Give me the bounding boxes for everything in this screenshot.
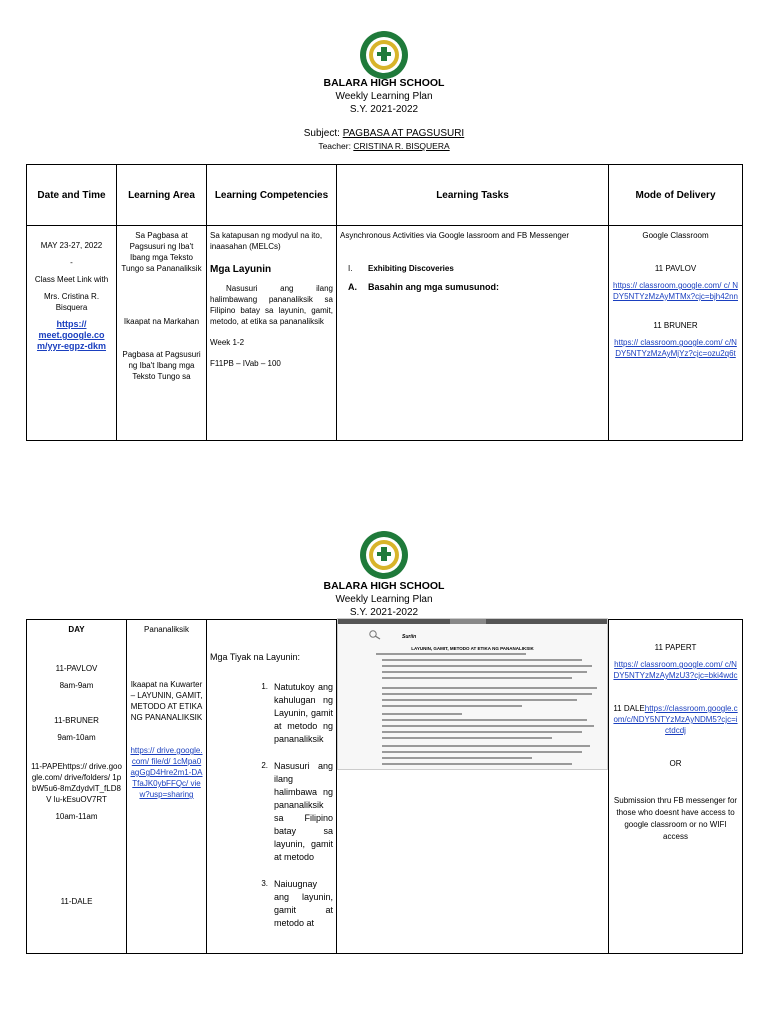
week-label: Week 1-2 [210, 338, 245, 347]
cell-objectives [207, 620, 337, 954]
cell-mode-page2 [609, 620, 743, 954]
header-date-time: Date and Time [27, 165, 117, 226]
objectives-list [210, 681, 333, 930]
scan-text-line [382, 745, 590, 747]
header-mode: Mode of Delivery [609, 165, 743, 226]
scan-text-line [382, 659, 582, 661]
scan-zoom-control[interactable] [450, 619, 486, 624]
competency-code: F11PB – IVab – 100 [210, 359, 281, 368]
cell-mode [609, 226, 743, 441]
teacher-value: CRISTINA R. BISQUERA [353, 141, 450, 151]
teacher-name: Mrs. Cristina R. Bisquera [43, 292, 100, 312]
scan-text-line [382, 677, 572, 679]
objective-text: Nasusuri ang ilang halimbawa ng pananaliksik sa Filipino batay sa layunin, gamit at metodo [274, 761, 333, 862]
date-dash: - [70, 258, 73, 267]
school-year: S.Y. 2021-2022 [349, 104, 419, 115]
task-roman: I. [348, 264, 353, 273]
scan-text-line [382, 763, 572, 765]
or-label: OR [669, 759, 682, 768]
scan-text-line [382, 737, 552, 739]
day-label: DAY [68, 625, 85, 634]
cell-day-schedule [27, 620, 127, 954]
header-tasks: Learning Tasks [337, 165, 609, 226]
sched-pavlov: 11-PAVLOV [55, 664, 98, 673]
plan-title: Weekly Learning Plan [335, 91, 433, 102]
cell-learning-area [117, 226, 207, 441]
scan-text-line [382, 751, 582, 753]
teacher-label: Teacher: [318, 141, 351, 151]
class-meet-text: Class Meet Link with [34, 275, 109, 284]
magnifier-icon [368, 630, 382, 640]
section-dale-label: 11 DALE [613, 704, 645, 713]
header-competencies: Learning Competencies [207, 165, 337, 226]
task-letter: A. [348, 282, 357, 292]
objective-number: 3. [261, 879, 268, 888]
subject-label: Subject: [303, 128, 340, 139]
cell-area-page2 [127, 620, 207, 954]
task-intro: Asynchronous Activities via Google lassroom and FB Messenger [340, 231, 569, 240]
cell-date [27, 226, 117, 441]
submission-note: Submission thru FB messenger for those who doesnt have access to google classroom or no WIFI access [613, 796, 738, 841]
scan-text-line [382, 693, 592, 695]
objective-text: Naiuugnay ang layunin, gamit at metodo at [274, 879, 333, 928]
area-title-repeat: Pagbasa at Pagsusuri ng Iba't Ibang mga Teksto Tungo sa [122, 350, 201, 381]
scan-text-line [382, 719, 587, 721]
plan-title-page2: Weekly Learning Plan [335, 594, 433, 605]
task-letter-text: Basahin ang mga sumusunod: [368, 282, 500, 292]
objective-text: Natutukoy ang kahulugan ng Layunin, gamit at metodo ng pananaliksik [274, 682, 333, 744]
objective-item [210, 878, 333, 930]
classroom-link-dale[interactable]: https://classroom.google.com/c/NDY5NTYzMzAyNDM5?cjc=ictdcdj [613, 704, 738, 735]
objective-item [210, 681, 333, 746]
cell-competencies [207, 226, 337, 441]
task-roman-text: Exhibiting Discoveries [368, 264, 454, 273]
scan-text-line [382, 699, 577, 701]
scan-text-line [382, 725, 594, 727]
scan-text-line [382, 757, 532, 759]
quarter-label: Ikaapat na Markahan [123, 317, 200, 326]
scan-text-line [376, 653, 526, 655]
plan-table-page1 [26, 164, 743, 441]
sched-bruner: 11-BRUNER [54, 716, 99, 725]
section-dale [612, 703, 739, 736]
cell-scanned-task [337, 620, 609, 954]
objectives-title: Mga Tiyak na Layunin: [210, 652, 301, 662]
school-logo-page2 [359, 530, 409, 580]
scan-subtitle: LAYUNIN, GAMIT, METODO AT ETIKA NG PANANALIKSIK [411, 646, 534, 651]
section-bruner: 11 BRUNER [653, 321, 698, 330]
objective-number: 2. [261, 761, 268, 770]
cell-tasks [337, 226, 609, 441]
module-drive-link[interactable]: https:// drive.google.com/ file/d/ 1cMpa0agGgD4Hre2m1-DATfaJK0ybFFQc/ view?usp=sharing [130, 746, 203, 799]
objective-item [210, 760, 333, 864]
area-continued: Pananaliksik [144, 625, 189, 634]
objective-number: 1. [261, 682, 268, 691]
school-name: BALARA HIGH SCHOOL [323, 77, 445, 89]
sched-dale: 11-DALE [60, 897, 93, 906]
quarter-topic: Ikaapat na Kuwarter – LAYUNIN, GAMIT, METODO AT ETIKA NG PANANALIKSIK [130, 680, 203, 722]
subject-line [0, 128, 768, 139]
sched-papert-time: 10am-11am [55, 812, 98, 821]
scan-text-line [382, 713, 462, 715]
task-item-2 [340, 282, 605, 293]
classroom-link-pavlov[interactable]: https:// classroom.google.com/ c/ NDY5NTYzMzAyMTMx?cjc=bjh42nn [612, 281, 738, 301]
scan-text-line [382, 665, 592, 667]
mode-title: Google Classroom [642, 231, 709, 240]
sched-papert: 11-PAPEhttps:// drive.google.com/ drive/folders/ 1pbW5u6-8mZdydvlT_fLD8V lu-kEsuOV7RT [31, 762, 122, 804]
school-logo [359, 30, 409, 80]
section-papert: 11 PAPERT [654, 643, 697, 652]
school-name-page2: BALARA HIGH SCHOOL [323, 580, 445, 592]
sched-bruner-time: 9am-10am [57, 733, 96, 742]
scanned-module-image [337, 618, 608, 770]
sched-pavlov-time: 8am-9am [59, 681, 94, 690]
teacher-line [0, 141, 768, 151]
scan-text-line [382, 731, 582, 733]
meet-link[interactable]: https:// meet.google.co m/yyr-egpz-dkm [36, 319, 107, 351]
section-pavlov: 11 PAVLOV [654, 264, 697, 273]
scan-text-line [382, 687, 597, 689]
classroom-link-bruner[interactable]: https:// classroom.google.com/ c/NDY5NTYzMzAyMjYz?cjc=ozu2q6t [614, 338, 737, 358]
competency-heading: Mga Layunin [210, 264, 272, 275]
date-range: MAY 23-27, 2022 [40, 241, 103, 250]
area-title: Sa Pagbasa at Pagsusuri ng Iba't Ibang mga Teksto Tungo sa Pananaliksik [121, 231, 202, 273]
competency-intro: Sa katapusan ng modyul na ito, inaasahan (MELCs) [210, 231, 323, 251]
header-learning-area: Learning Area [117, 165, 207, 226]
plan-table-page2 [26, 619, 743, 954]
classroom-link-papert[interactable]: https:// classroom.google.com/ c/NDY5NTYzMzAyMzU3?cjc=bki4wdc [613, 660, 738, 680]
scan-title: Suriin [402, 634, 417, 640]
subject-value: PAGBASA AT PAGSUSURI [342, 128, 465, 139]
task-item-1 [340, 263, 605, 274]
scan-text-line [382, 671, 587, 673]
scan-text-line [382, 705, 522, 707]
school-year-page2: S.Y. 2021-2022 [349, 607, 419, 618]
competency-body: Nasusuri ang ilang halimbawang pananaliksik sa Filipino batay sa layunin, gamit, metodo, at etika sa pananaliksik [210, 284, 333, 326]
